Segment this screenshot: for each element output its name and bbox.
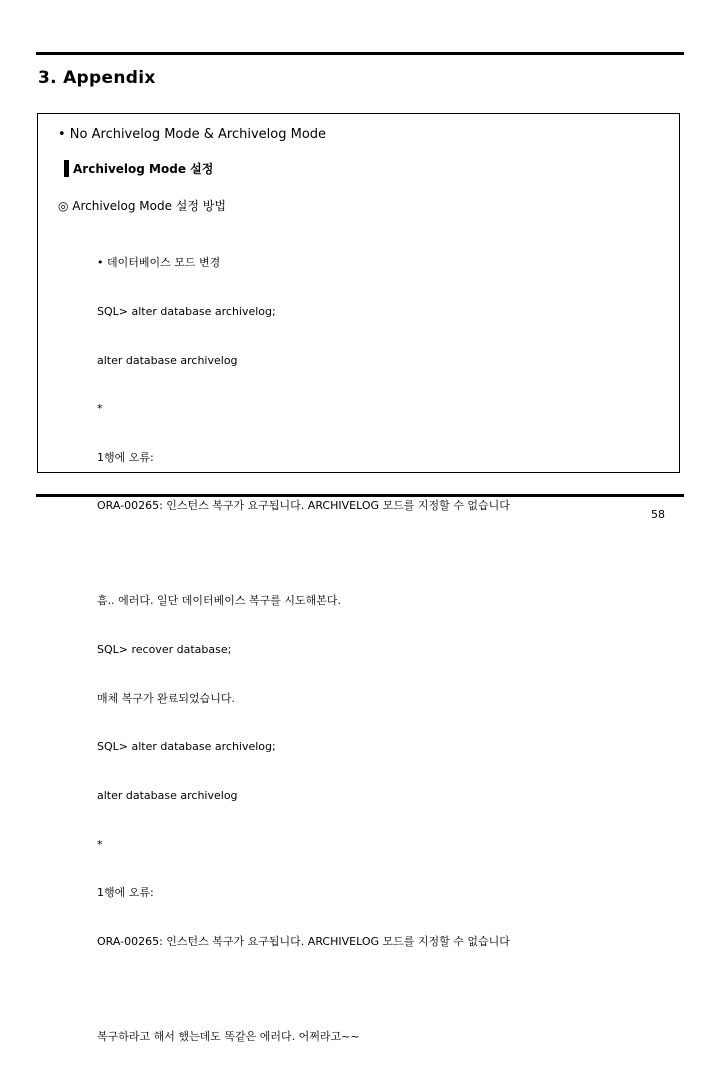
step-line: 1행에 오류:	[97, 450, 154, 464]
section-title-text: Archivelog Mode 설정	[73, 162, 214, 176]
step-line: SQL> alter database archivelog;	[97, 305, 276, 319]
step-line: *	[97, 837, 103, 851]
box-heading: • No Archivelog Mode & Archivelog Mode	[58, 127, 327, 142]
section-title	[64, 160, 213, 177]
steps-text	[97, 223, 510, 1077]
step-line: 1행에 오류:	[97, 886, 154, 900]
slide-title: 3. Appendix	[38, 68, 156, 88]
step-line: *	[97, 402, 103, 416]
spacer	[97, 547, 510, 561]
bottom-rule	[36, 494, 684, 497]
top-rule	[36, 52, 684, 55]
step-line: SQL> recover database;	[97, 643, 232, 657]
method-title: ◎ Archivelog Mode 설정 방법	[58, 199, 226, 213]
step-line: ORA-00265: 인스턴스 복구가 요구됩니다. ARCHIVELOG 모드를 지정할 수 없습니다	[97, 499, 510, 513]
step-line: ORA-00265: 인스턴스 복구가 요구됩니다. ARCHIVELOG 모드를 지정할 수 없습니다	[97, 934, 510, 948]
step-line: alter database archivelog	[97, 788, 238, 802]
step-line: 흠.. 에러다. 일단 데이터베이스 복구를 시도해본다.	[97, 594, 341, 608]
spacer	[97, 982, 510, 996]
step-line: 매체 복구가 완료되었습니다.	[97, 691, 236, 705]
step-line: 복구하라고 해서 했는데도 똑같은 에러다. 어쩌라고~~	[97, 1029, 360, 1043]
page-number: 58	[651, 508, 665, 521]
step-line: • 데이터베이스 모드 변경	[97, 256, 221, 270]
step-line: SQL> alter database archivelog;	[97, 740, 276, 754]
section-marker-bar	[64, 160, 69, 177]
step-line: alter database archivelog	[97, 353, 238, 367]
